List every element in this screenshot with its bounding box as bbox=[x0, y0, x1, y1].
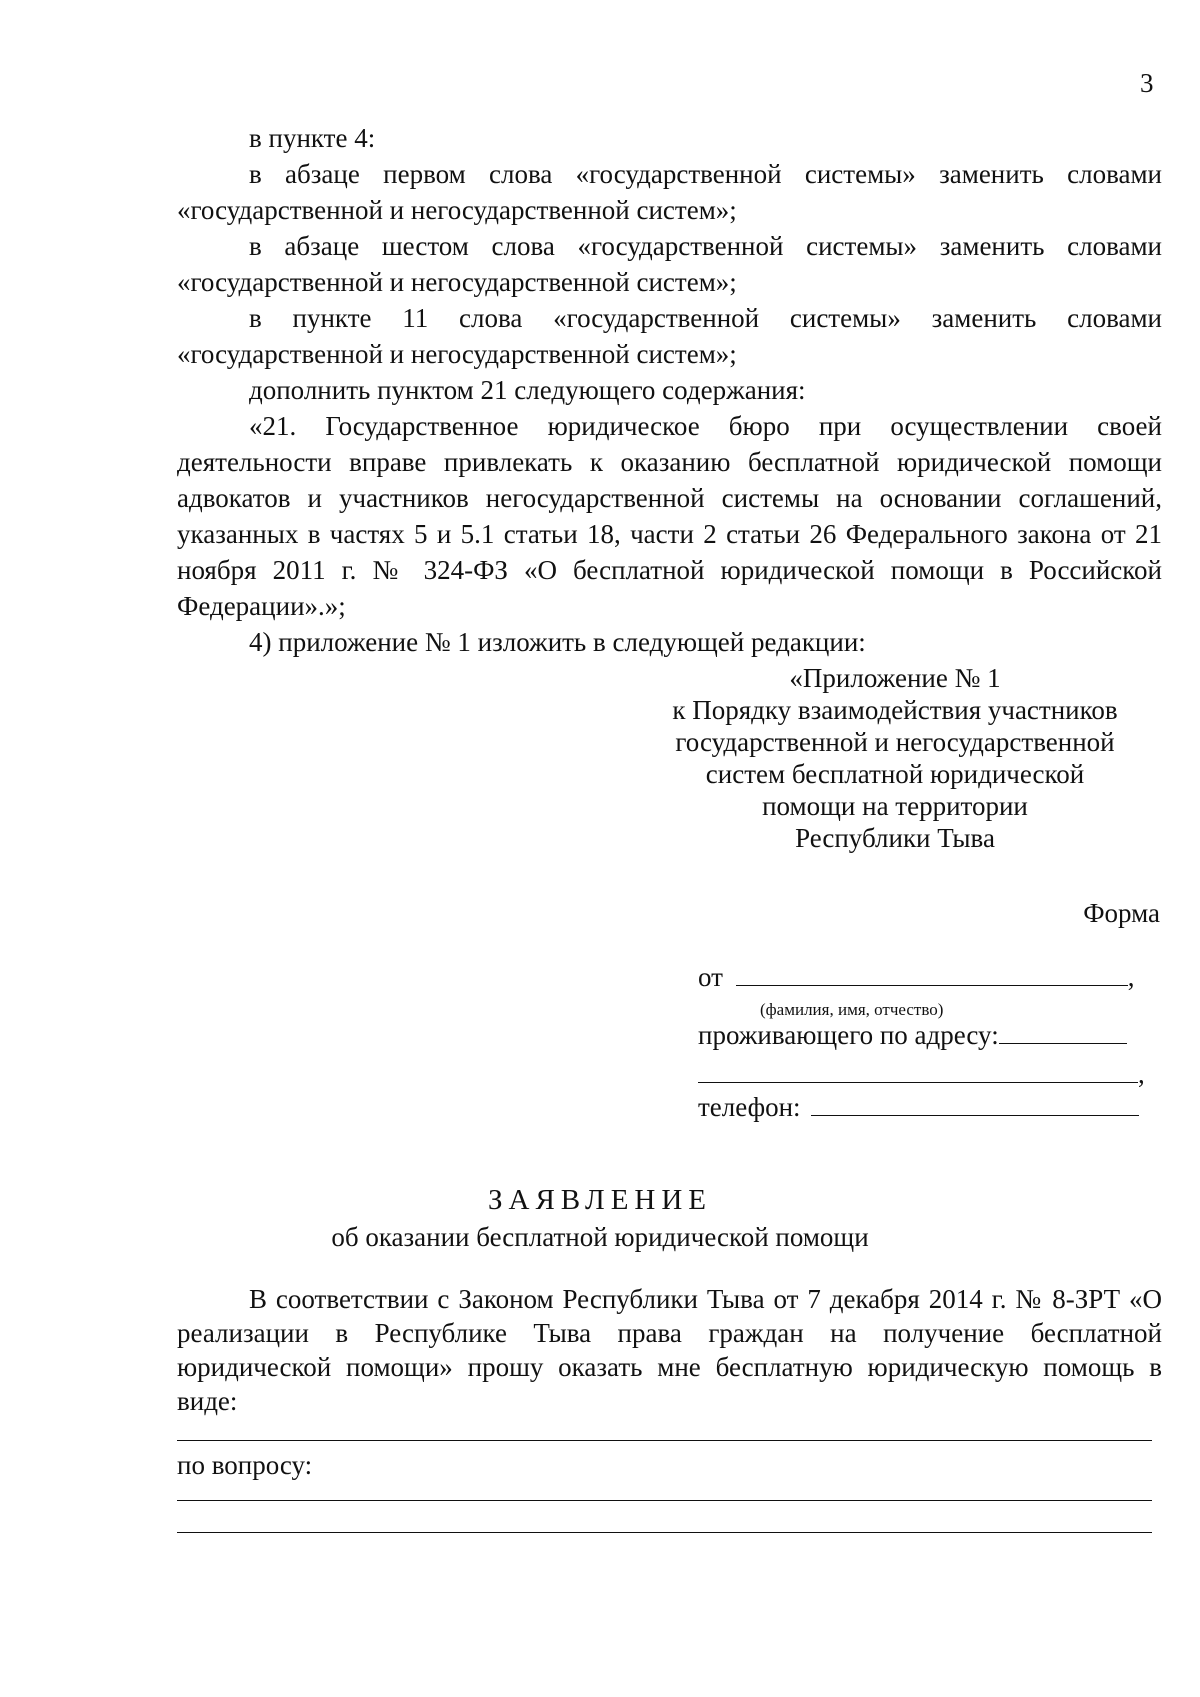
appendix-line: государственной и негосударственной bbox=[675, 727, 1115, 757]
form-label: Форма bbox=[1083, 898, 1160, 928]
phone-field[interactable] bbox=[811, 1115, 1139, 1116]
appendix-line: к Порядку взаимодействия участников bbox=[672, 695, 1118, 725]
paragraph: 4) приложение № 1 изложить в следующей редакции: bbox=[249, 627, 866, 657]
statement-title: ЗАЯВЛЕНИЕ bbox=[487, 1184, 713, 1216]
address-field[interactable] bbox=[999, 1043, 1127, 1044]
appendix-heading bbox=[610, 662, 1180, 854]
question-field-2[interactable] bbox=[177, 1532, 1152, 1533]
page-number: 3 bbox=[1140, 68, 1154, 98]
appendix-line: Республики Тыва bbox=[795, 823, 995, 853]
question-label: по вопросу: bbox=[177, 1450, 313, 1480]
appendix-line: помощи на территории bbox=[762, 791, 1028, 821]
paragraph: в абзаце первом слова «государственной системы» заменить словами «государственной и негосударственной систем»; bbox=[177, 159, 1162, 225]
amendment-text bbox=[177, 120, 1162, 660]
name-field[interactable] bbox=[736, 985, 1128, 986]
comma: , bbox=[1138, 1059, 1145, 1089]
phone-row bbox=[698, 1092, 1158, 1128]
paragraph: в пункте 4: bbox=[249, 123, 376, 153]
from-label: от bbox=[698, 962, 723, 992]
statement-body bbox=[177, 1282, 1162, 1418]
phone-label: телефон: bbox=[698, 1092, 801, 1122]
assistance-type-field[interactable] bbox=[177, 1440, 1152, 1441]
paragraph: «21. Государственное юридическое бюро при осуществлении своей деятельности вправе привлекать к оказанию бесплатной юридической помощи адвокатов и участников негосударственной системы на основании соглашений, указанных в частях 5 и 5.1 статьи 18, части 2 статьи 26 Федерального закона от 21 ноября 2011 г. № 324-ФЗ «О бесплатной юридической помощи в Российской Федерации».»; bbox=[177, 411, 1162, 621]
appendix-line: «Приложение № 1 bbox=[789, 663, 1001, 693]
name-caption: (фамилия, имя, отчество) bbox=[760, 1000, 944, 1019]
from-row bbox=[698, 962, 1158, 998]
statement-paragraph: В соответствии с Законом Республики Тыва от 7 декабря 2014 г. № 8-ЗРТ «О реализации в Республике Тыва права граждан на получение бесплатной юридической помощи» прошу оказать мне бесплатную юридическую помощь в виде: bbox=[177, 1284, 1162, 1416]
address-field-2[interactable] bbox=[698, 1056, 1138, 1083]
statement-subtitle: об оказании бесплатной юридической помощи bbox=[331, 1222, 869, 1252]
question-field-1[interactable] bbox=[177, 1500, 1152, 1501]
address-label: проживающего по адресу: bbox=[698, 1020, 999, 1050]
address-row-2 bbox=[698, 1056, 1158, 1092]
address-row bbox=[698, 1020, 1158, 1056]
paragraph: в абзаце шестом слова «государственной системы» заменить словами «государственной и негосударственной систем»; bbox=[177, 231, 1162, 297]
applicant-block bbox=[698, 962, 1158, 1128]
appendix-line: систем бесплатной юридической bbox=[705, 759, 1085, 789]
paragraph: в пункте 11 слова «государственной системы» заменить словами «государственной и негосударственной систем»; bbox=[177, 303, 1162, 369]
comma: , bbox=[1127, 962, 1135, 992]
paragraph: дополнить пунктом 21 следующего содержания: bbox=[249, 375, 806, 405]
